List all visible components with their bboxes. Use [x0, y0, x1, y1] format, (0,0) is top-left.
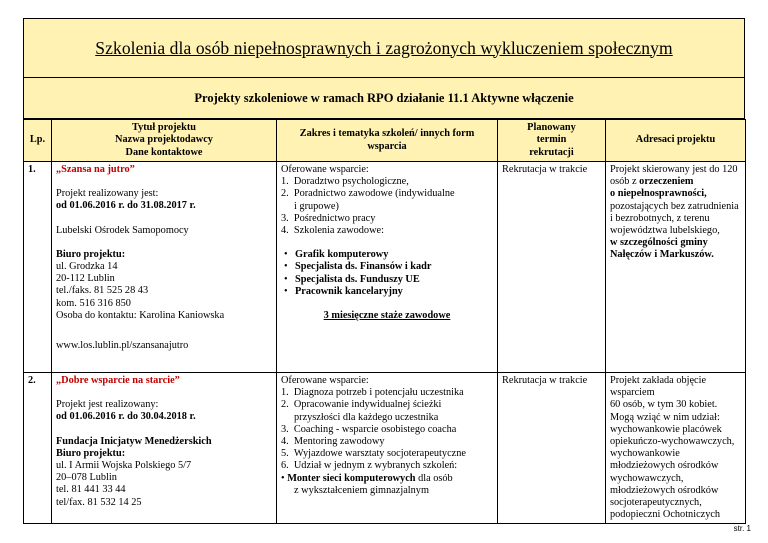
- training-item: • Specjalista ds. Funduszy UE: [295, 274, 493, 286]
- project-info-cell: [52, 373, 277, 524]
- training-bullet: • Monter sieci komputerowych dla osób: [281, 472, 453, 484]
- project-info-cell: [52, 162, 277, 373]
- recruitment-status: Rekrutacja w trakcie: [498, 162, 606, 373]
- support-item: 3. Pośrednictwo pracy: [281, 212, 376, 224]
- header-title: [52, 120, 277, 162]
- training-bullet-cont: z wykształceniem gimnazjalnym: [294, 484, 429, 496]
- support-item: 6. Udział w jednym z wybranych szkoleń:: [281, 460, 458, 472]
- internship-note: 3 miesięczne staże zawodowe: [323, 310, 451, 322]
- support-item: 1. Doradztwo psychologiczne,: [281, 176, 409, 188]
- header-term-line: Planowany: [527, 122, 576, 134]
- support-item: 5. Wyjazdowe warsztaty socjoterapeutyczne: [281, 448, 466, 460]
- support-item-cont: i grupowe): [294, 200, 339, 212]
- organization-name: Lubelski Ośrodek Samopomocy: [56, 224, 189, 236]
- realized-label: Projekt realizowany jest:: [56, 188, 159, 200]
- document-title: Szkolenia dla osób niepełnosprawnych i zagrożonych wykluczeniem społecznym: [95, 37, 673, 58]
- project-dates: od 01.06.2016 r. do 31.08.2017 r.: [56, 200, 196, 212]
- project-dates: od 01.06.2016 r. do 30.04.2018 r.: [56, 411, 196, 423]
- support-label: Oferowane wsparcie:: [281, 164, 369, 175]
- header-title-line: Nazwa projektodawcy: [115, 134, 213, 146]
- realized-label: Projekt jest realizowany:: [56, 399, 159, 411]
- address-line: ul. I Armii Wojska Polskiego 5/7: [56, 460, 192, 472]
- row-number: 2.: [24, 373, 52, 524]
- header-term-line: termin: [536, 134, 567, 146]
- office-label: Biuro projektu:: [56, 248, 126, 260]
- training-item: • Pracownik kancelaryjny: [295, 286, 493, 298]
- contact-person: Osoba do kontaktu: Karolina Kaniowska: [56, 309, 225, 321]
- document-title-box: [23, 18, 745, 78]
- support-scope-cell: [277, 162, 498, 373]
- section-subtitle-box: [23, 78, 745, 119]
- address-line: 20–078 Lublin: [56, 472, 117, 484]
- header-target: Adresaci projektu: [606, 120, 746, 162]
- organization-name: Fundacja Inicjatyw Menedżerskich: [56, 435, 212, 447]
- header-lp: Lp.: [24, 120, 52, 162]
- support-item: 2. Opracowanie indywidualnej ścieżki: [281, 399, 442, 411]
- recruitment-status: Rekrutacja w trakcie: [498, 373, 606, 524]
- mobile: kom. 516 316 850: [56, 297, 131, 309]
- support-item: 4. Szkolenia zawodowe:: [281, 225, 384, 237]
- project-title: „Dobre wsparcie na starcie”: [56, 375, 180, 386]
- projects-table: [23, 119, 746, 524]
- phone: tel./faks. 81 525 28 43: [56, 285, 149, 297]
- target-group-cell: Projekt skierowany jest do 120 osób z orzeczeniem o niepełnosprawności, pozostających bez zatrudnienia i bezrobotnych, z terenu województwa lubelskiego, w szczególności gminy Nałęczów i Markuszów.: [606, 162, 746, 373]
- header-recruitment-term: [498, 120, 606, 162]
- fax: tel/fax. 81 532 14 25: [56, 496, 142, 508]
- page-number: str. 1: [733, 524, 751, 533]
- office-label: Biuro projektu:: [56, 447, 126, 459]
- support-item: 3. Coaching - wsparcie osobistego coacha: [281, 423, 457, 435]
- training-list: [281, 249, 493, 298]
- project-title: „Szansa na jutro”: [56, 164, 135, 175]
- support-item-cont: przyszłości dla każdego uczestnika: [294, 411, 439, 423]
- training-item: • Specjalista ds. Finansów i kadr: [295, 261, 493, 273]
- header-title-line: Tytuł projektu: [132, 122, 196, 134]
- support-item: 1. Diagnoza potrzeb i potencjału uczestnika: [281, 387, 464, 399]
- row-number: 1.: [24, 162, 52, 373]
- training-item: • Grafik komputerowy: [295, 249, 493, 261]
- address-line: 20-112 Lublin: [56, 273, 115, 285]
- header-title-line: Dane kontaktowe: [125, 146, 203, 158]
- website-link[interactable]: www.los.lublin.pl/szansanajutro: [56, 340, 189, 352]
- section-subtitle: Projekty szkoleniowe w ramach RPO działanie 11.1 Aktywne włączenie: [194, 90, 574, 105]
- header-scope: Zakres i tematyka szkoleń/ innych form wsparcia: [277, 120, 498, 162]
- address-line: ul. Grodzka 14: [56, 261, 118, 273]
- support-label: Oferowane wsparcie:: [281, 375, 369, 386]
- table-row: [24, 162, 746, 373]
- support-item: 4. Mentoring zawodowy: [281, 436, 385, 448]
- header-term-line: rekrutacji: [529, 146, 574, 158]
- support-item: 2. Poradnictwo zawodowe (indywidualne: [281, 188, 455, 200]
- support-scope-cell: [277, 373, 498, 524]
- table-row: [24, 373, 746, 524]
- phone: tel. 81 441 33 44: [56, 484, 126, 496]
- table-header-row: [24, 120, 746, 162]
- target-group-cell: Projekt zakłada objęcie wsparciem 60 osób, w tym 30 kobiet. Mogą wziąć w nim udział: wychowankowie placówek opiekuńczo-wychowawczych, wychowankowie młodzieżowych ośrodków wychowawczych, młodzieżowych ośrodków socjoterapeutycznych, podopieczni Ochotniczych: [606, 373, 746, 524]
